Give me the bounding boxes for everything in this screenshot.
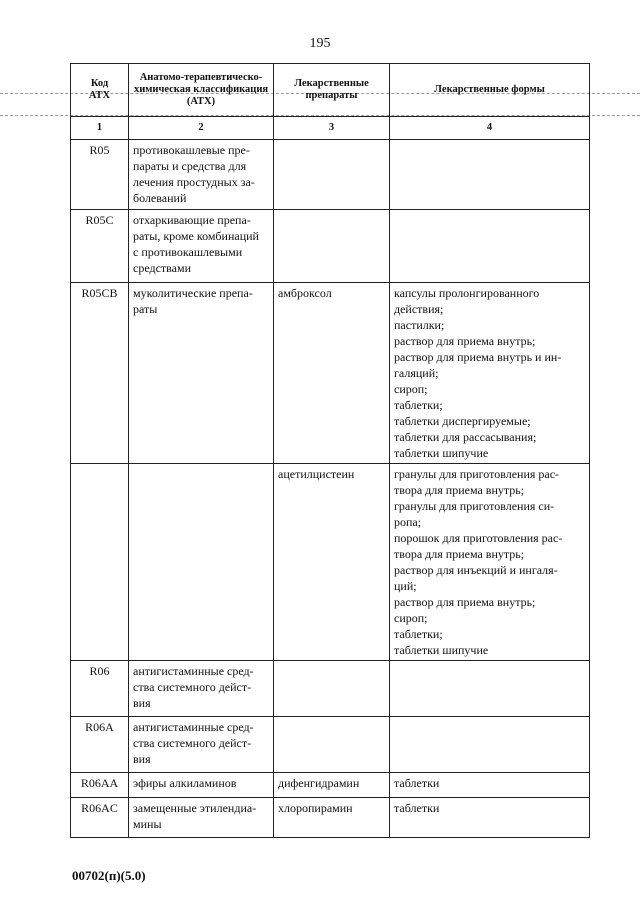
dosage-forms-cell: таблетки bbox=[390, 773, 590, 798]
header-drugs: Лекарственные препараты bbox=[274, 64, 390, 117]
table-row bbox=[71, 717, 590, 773]
atc-classification-cell: замещенные этилендиа- мины bbox=[129, 798, 274, 838]
dosage-forms-cell: гранулы для приготовления рас- твора для приема внутрь; гранулы для приготовления си- ропа; порошок для приготовления рас- твора для приема внутрь; раствор для инъекций и ингаля- ций; раствор для приема внутрь; сироп; таблетки; таблетки шипучие bbox=[390, 464, 590, 661]
atc-code-cell: R05 bbox=[71, 140, 129, 210]
dosage-forms-cell bbox=[390, 210, 590, 283]
table-row bbox=[71, 140, 590, 210]
atc-code-cell: R05CB bbox=[71, 283, 129, 464]
dosage-forms-cell bbox=[390, 661, 590, 717]
dosage-forms-cell bbox=[390, 717, 590, 773]
table-row bbox=[71, 661, 590, 717]
column-number: 3 bbox=[274, 117, 390, 140]
atc-table bbox=[70, 63, 590, 838]
header-atc-code: Код АТХ bbox=[71, 64, 129, 117]
atc-code-cell: R06AA bbox=[71, 773, 129, 798]
column-number: 1 bbox=[71, 117, 129, 140]
atc-classification-cell: антигистаминные сред- ства системного дейст- вия bbox=[129, 661, 274, 717]
atc-classification-cell: эфиры алкиламинов bbox=[129, 773, 274, 798]
table-row bbox=[71, 283, 590, 464]
header-atc-classification: Анатомо-терапевтическо- химическая классификация (АТХ) bbox=[129, 64, 274, 117]
drug-cell: ацетилцистеин bbox=[274, 464, 390, 661]
table-row bbox=[71, 798, 590, 838]
page-number: 195 bbox=[309, 36, 331, 51]
atc-classification-cell: муколитические препа- раты bbox=[129, 283, 274, 464]
atc-code-cell: R06 bbox=[71, 661, 129, 717]
drug-cell: дифенгидрамин bbox=[274, 773, 390, 798]
drug-cell: хлоропирамин bbox=[274, 798, 390, 838]
dosage-forms-cell: таблетки bbox=[390, 798, 590, 838]
atc-classification-cell bbox=[129, 464, 274, 661]
column-number: 2 bbox=[129, 117, 274, 140]
table-row bbox=[71, 210, 590, 283]
atc-classification-cell: антигистаминные сред- ства системного дейст- вия bbox=[129, 717, 274, 773]
drug-cell: амброксол bbox=[274, 283, 390, 464]
drug-cell bbox=[274, 210, 390, 283]
dosage-forms-cell bbox=[390, 140, 590, 210]
table-row bbox=[71, 773, 590, 798]
atc-classification-cell: противокашлевые пре- параты и средства для лечения простудных за- болеваний bbox=[129, 140, 274, 210]
table-row bbox=[71, 464, 590, 661]
atc-code-cell bbox=[71, 464, 129, 661]
atc-classification-cell: отхаркивающие препа- раты, кроме комбинаций с противокашлевыми средствами bbox=[129, 210, 274, 283]
atc-code-cell: R05C bbox=[71, 210, 129, 283]
dosage-forms-cell: капсулы пролонгированного действия; пастилки; раствор для приема внутрь; раствор для приема внутрь и ин- галяций; сироп; таблетки; таблетки диспергируемые; таблетки для рассасывания; таблетки шипучие bbox=[390, 283, 590, 464]
document-footer-code: 00702(п)(5.0) bbox=[72, 868, 146, 883]
drug-cell bbox=[274, 717, 390, 773]
atc-code-cell: R06AC bbox=[71, 798, 129, 838]
header-row bbox=[71, 64, 590, 117]
drug-cell bbox=[274, 661, 390, 717]
column-number-row bbox=[71, 117, 590, 140]
header-dosage-forms: Лекарственные формы bbox=[390, 64, 590, 117]
atc-code-cell: R06A bbox=[71, 717, 129, 773]
drug-cell bbox=[274, 140, 390, 210]
column-number: 4 bbox=[390, 117, 590, 140]
